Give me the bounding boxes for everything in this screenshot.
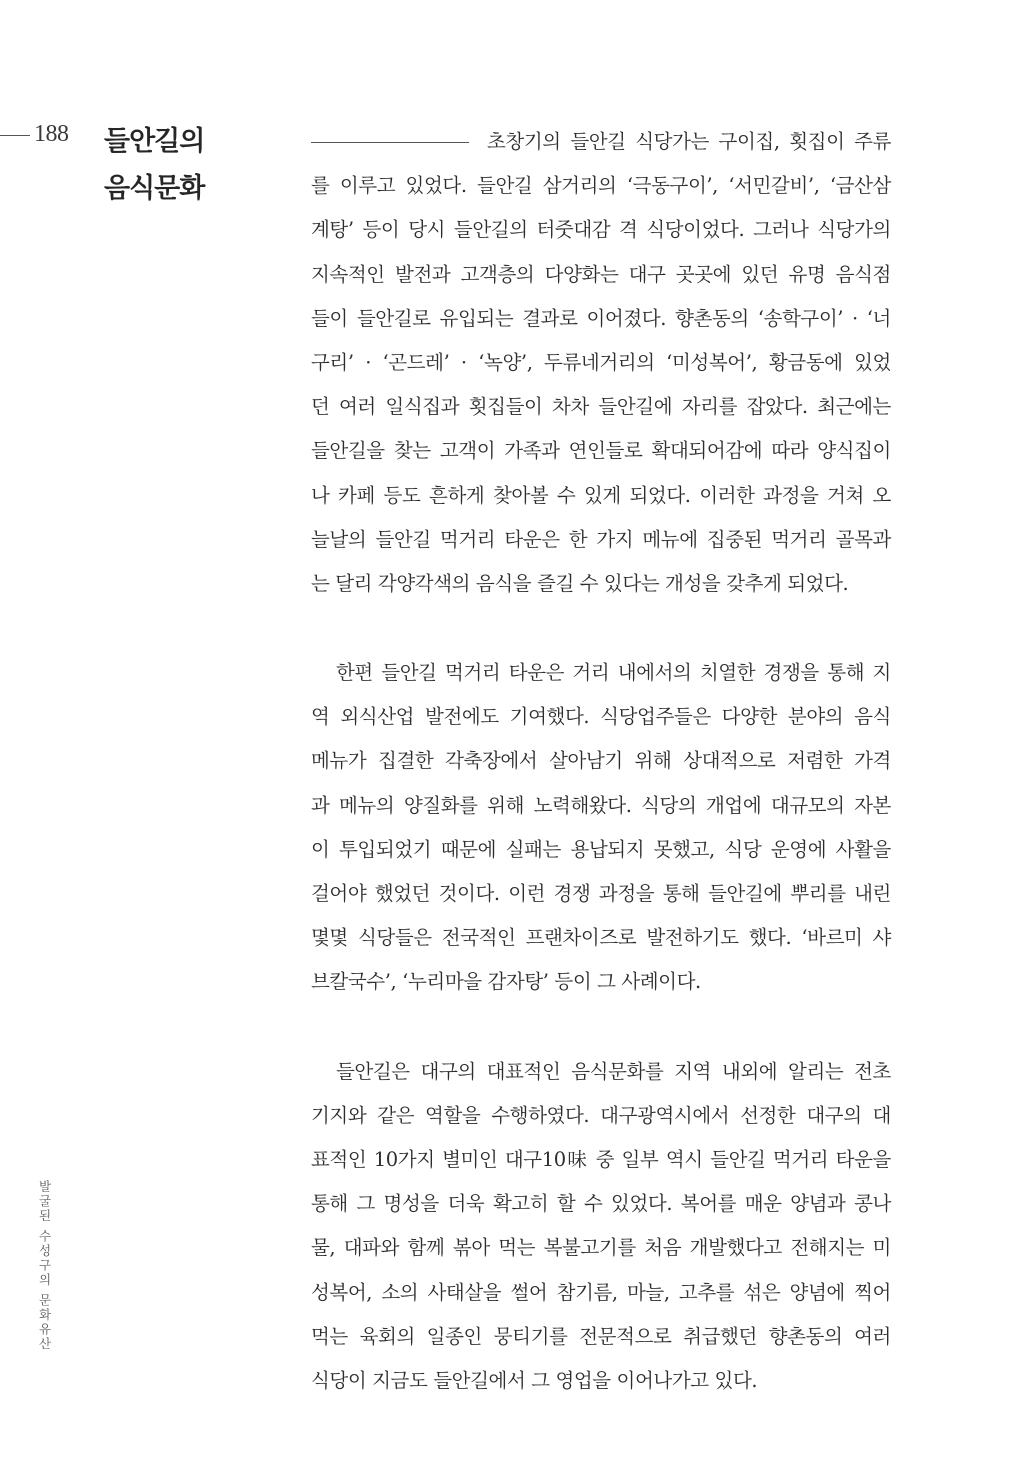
text-line: 물, 대파와 함께 볶아 먹는 복불고기를 처음 개발했다고 전해지는 미 bbox=[311, 1236, 891, 1260]
text-line: 몇몇 식당들은 전국적인 프랜차이즈로 발전하기도 했다. ‘바르미 샤 bbox=[311, 926, 891, 950]
text-line: 이 투입되었기 때문에 실패는 용납되지 못했고, 식당 운영에 사활을 bbox=[311, 837, 891, 861]
text-line: 기지와 같은 역할을 수행하였다. 대구광역시에서 선정한 대구의 대 bbox=[311, 1103, 891, 1127]
text-line: 들이 들안길로 유입되는 결과로 이어졌다. 향촌동의 ‘송학구이’ · ‘너 bbox=[311, 306, 891, 330]
text-line: 계탕’ 등이 당시 들안길의 터줏대감 격 식당이었다. 그러나 식당가의 bbox=[311, 218, 891, 242]
text-line: 늘날의 들안길 먹거리 타운은 한 가지 메뉴에 집중된 먹거리 골목과 bbox=[311, 527, 891, 551]
text-line: 성복어, 소의 사태살을 썰어 참기름, 마늘, 고추를 섞은 양념에 찍어 bbox=[311, 1280, 891, 1304]
text-line: 초창기의 들안길 식당가는 구이집, 횟집이 주류 bbox=[487, 130, 891, 153]
text-line: 걸어야 했었던 것이다. 이런 경쟁 과정을 통해 들안길에 뿌리를 내린 bbox=[311, 882, 891, 905]
text-line: 를 이루고 있었다. 들안길 삼거리의 ‘극동구이’, ‘서민갈비’, ‘금산삼 bbox=[311, 174, 891, 198]
page-number-rule bbox=[0, 135, 30, 136]
paragraph-gap bbox=[311, 606, 891, 651]
page-number: 188 bbox=[34, 121, 69, 147]
text-line: 던 여러 일식집과 횟집들이 차차 들안길에 자리를 잡았다. 최근에는 bbox=[311, 395, 891, 419]
text-line: 들안길은 대구의 대표적인 음식문화를 지역 내외에 알리는 전초 bbox=[336, 1059, 891, 1083]
text-line: 역 외식산업 발전에도 기여했다. 식당업주들은 다양한 분야의 음식 bbox=[311, 705, 891, 729]
text-line: 메뉴가 집결한 각축장에서 살아남기 위해 상대적으로 저렴한 가격 bbox=[311, 749, 891, 773]
body-text bbox=[311, 120, 891, 1403]
text-line: 브칼국수’, ‘누리마을 감자탕’ 등이 그 사례이다. bbox=[311, 970, 701, 994]
text-line: 통해 그 명성을 더욱 확고히 할 수 있었다. 복어를 매운 양념과 콩나 bbox=[311, 1192, 891, 1216]
paragraph-3 bbox=[311, 1050, 891, 1404]
text-line: 식당이 지금도 들안길에서 그 영업을 이어나가고 있다. bbox=[311, 1368, 758, 1392]
section-title-line: 들안길의 bbox=[104, 126, 205, 157]
text-line: 들안길을 찾는 고객이 가족과 연인들로 확대되어감에 따라 양식집이 bbox=[311, 439, 891, 463]
text-line: 는 달리 각양각색의 음식을 즐길 수 있다는 개성을 갖추게 되었다. bbox=[311, 571, 849, 595]
text-line: 구리’ · ‘곤드레’ · ‘녹양’, 두류네거리의 ‘미성복어’, 황금동에 있었 bbox=[311, 350, 891, 374]
spine-book-title: 발굴된 수성구의 문화유산 bbox=[37, 1180, 52, 1352]
paragraph-gap bbox=[311, 1005, 891, 1050]
text-line: 과 메뉴의 양질화를 위해 노력해왔다. 식당의 개업에 대규모의 자본 bbox=[311, 793, 891, 817]
section-title-line: 음식문화 bbox=[104, 173, 205, 204]
text-line: 지속적인 발전과 고객층의 다양화는 대구 곳곳에 있던 유명 음식점 bbox=[311, 262, 891, 286]
section-title bbox=[104, 118, 274, 212]
paragraph-2 bbox=[311, 651, 891, 1005]
text-line: 표적인 10가지 별미인 대구10味 중 일부 역시 들안길 먹거리 타운을 bbox=[311, 1147, 891, 1171]
text-line: 한편 들안길 먹거리 타운은 거리 내에서의 치열한 경쟁을 통해 지 bbox=[336, 661, 891, 685]
paragraph-1 bbox=[311, 120, 891, 606]
text-line: 나 카페 등도 흔하게 찾아볼 수 있게 되었다. 이러한 과정을 거쳐 오 bbox=[311, 483, 891, 507]
text-line: 먹는 육회의 일종인 뭉티기를 전문적으로 취급했던 향촌동의 여러 bbox=[311, 1324, 891, 1348]
